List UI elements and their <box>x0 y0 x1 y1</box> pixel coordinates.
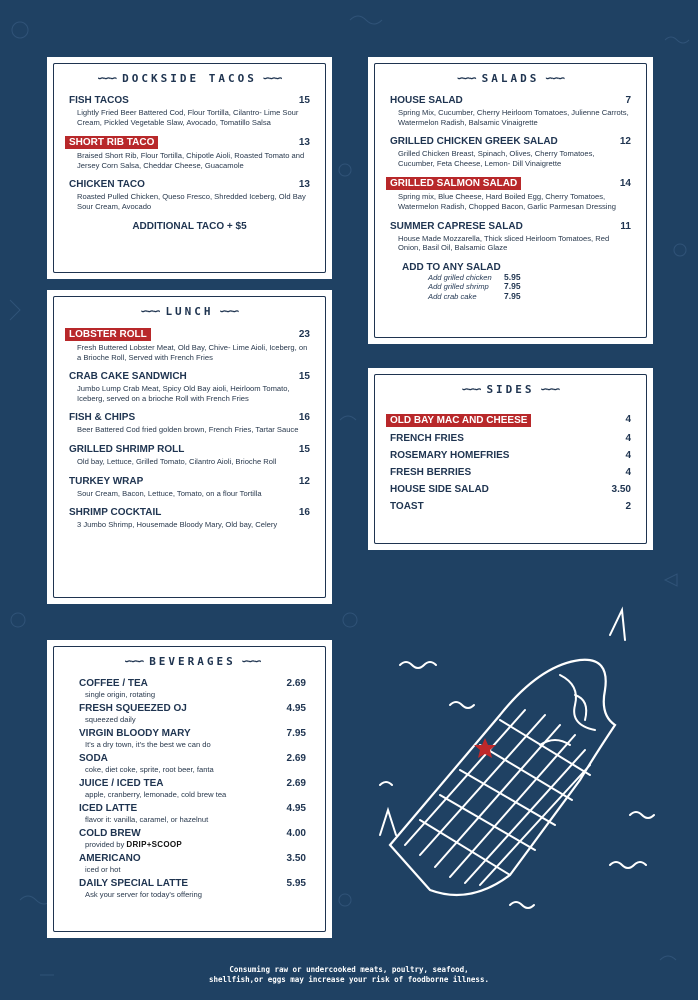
menu-item-summer-caprese-salad: SUMMER CAPRESE SALAD 11 House Made Mozzarella, Thick sliced Heirloom Tomatoes, Red Onion, Basil Oil, Balsamic Glaze <box>390 220 631 253</box>
sides-title: ∽∽∽ SIDES ∽∽∽ <box>461 382 560 396</box>
menu-item-fish-tacos: FISH TACOS 15 Lightly Fried Beer Battered Cod, Flour Tortilla, Cilantro- Lime Sour Cream, Pickled Vegetable Slaw, Avocado, Tomatillo Salsa <box>69 95 310 127</box>
salads-card <box>368 57 653 344</box>
beverage-item: JUICE / ICED TEA 2.69 apple, cranberry, lemonade, cold brew tea <box>79 778 306 799</box>
menu-item-fish-chips: FISH & CHIPS 16 Beer Battered Cod fried golden brown, French Fries, Tartar Sauce <box>69 412 310 435</box>
side-item: OLD BAY MAC AND CHEESE 4 <box>390 414 631 427</box>
side-item: FRESH BERRIES 4 <box>390 467 631 478</box>
salad-addons-title: ADD TO ANY SALAD <box>402 261 501 273</box>
lunch-card <box>47 290 332 604</box>
side-item: TOAST 2 <box>390 501 631 512</box>
side-item: HOUSE SIDE SALAD 3.50 <box>390 484 631 495</box>
lunch-title: ∽∽∽ LUNCH ∽∽∽ <box>140 304 239 318</box>
side-item: FRENCH FRIES 4 <box>390 433 631 444</box>
beverage-item: ICED LATTE 4.95 flavor it: vanilla, caramel, or hazelnut <box>79 803 306 824</box>
menu-item-turkey-wrap: TURKEY WRAP 12 Sour Cream, Bacon, Lettuce, Tomato, on a flour Tortilla <box>69 475 310 498</box>
tacos-card <box>47 57 332 279</box>
menu-item-crab-cake-sandwich: CRAB CAKE SANDWICH 15 Jumbo Lump Crab Meat, Spicy Old Bay aioli, Heirloom Tomato, Iceberg, served on a brioche Roll with French Fries <box>69 371 310 403</box>
beverage-item: COFFEE / TEA 2.69 single origin, rotating <box>79 678 306 699</box>
beverage-item: AMERICANO 3.50 iced or hot <box>79 853 306 874</box>
menu-item-chicken-taco: CHICKEN TACO 13 Roasted Pulled Chicken, Queso Fresco, Shredded Iceberg, Old Bay Sour Cream, Avocado <box>69 179 310 211</box>
beverage-item: SODA 2.69 coke, diet coke, sprite, root beer, fanta <box>79 753 306 774</box>
beverage-item: COLD BREW 4.00 provided by DRIP+SCOOP <box>79 828 306 849</box>
beverage-item: DAILY SPECIAL LATTE 5.95 Ask your server for today's offering <box>79 878 306 899</box>
menu-item-grilled-chicken-greek-salad: GRILLED CHICKEN GREEK SALAD 12 Grilled Chicken Breast, Spinach, Olives, Cherry Tomatoes, Cucumber, Feta Cheese, Lemon- Dill Vinaigrette <box>390 136 631 168</box>
menu-item-shrimp-cocktail: SHRIMP COCKTAIL 16 3 Jumbo Shrimp, Housemade Bloody Mary, Old bay, Celery <box>69 507 310 530</box>
beverages-title: ∽∽∽ BEVERAGES ∽∽∽ <box>124 654 261 668</box>
menu-item-house-salad: HOUSE SALAD 7 Spring Mix, Cucumber, Cherry Heirloom Tomatoes, Julienne Carrots, Watermelon Radish, Balsamic Vinaigrette <box>390 95 631 127</box>
side-item: ROSEMARY HOMEFRIES 4 <box>390 450 631 461</box>
food-safety-disclaimer: Consuming raw or undercooked meats, poultry, seafood, shellfish,or eggs may increase your risk of foodborne illness. <box>209 965 489 984</box>
tacos-title: ∽∽∽ DOCKSIDE TACOS ∽∽∽ <box>97 71 282 85</box>
beverages-card <box>47 640 332 938</box>
menu-item-grilled-shrimp-roll: GRILLED SHRIMP ROLL 15 Old bay, Lettuce, Grilled Tomato, Cilantro Aioli, Brioche Roll <box>69 443 310 466</box>
additional-taco-note: ADDITIONAL TACO + $5 <box>132 220 247 232</box>
addon-row: Add crab cake 7.95 <box>428 290 521 301</box>
beverage-item: FRESH SQUEEZED OJ 4.95 squeezed daily <box>79 703 306 724</box>
menu-item-lobster-roll: LOBSTER ROLL 23 Fresh Buttered Lobster Meat, Old Bay, Chive- Lime Aioli, Iceberg, on a Brioche Roll, Served with French Fries <box>69 328 310 362</box>
addon-row: Add grilled chicken 5.95 <box>428 271 521 282</box>
menu-item-grilled-salmon-salad: GRILLED SALMON SALAD 14 Spring mix, Blue Cheese, Hard Boiled Egg, Cherry Tomatoes, Watermelon Radish, Chopped Bacon, Garlic Parmesan Dressing <box>390 177 631 211</box>
town-map-illustration <box>360 605 690 935</box>
beverage-item: VIRGIN BLOODY MARY 7.95 It's a dry town, it's the best we can do <box>79 728 306 749</box>
sides-card <box>368 368 653 550</box>
addon-row: Add grilled shrimp 7.95 <box>428 281 521 292</box>
menu-item-short-rib-taco: SHORT RIB TACO 13 Braised Short Rib, Flour Tortilla, Chipotle Aioli, Roasted Tomato and Jersey Corn Salsa, Cheddar Cheese, Guacamole <box>69 136 310 170</box>
drip-scoop-logo: DRIP+SCOOP <box>126 840 183 849</box>
salads-title: ∽∽∽ SALADS ∽∽∽ <box>456 71 565 85</box>
